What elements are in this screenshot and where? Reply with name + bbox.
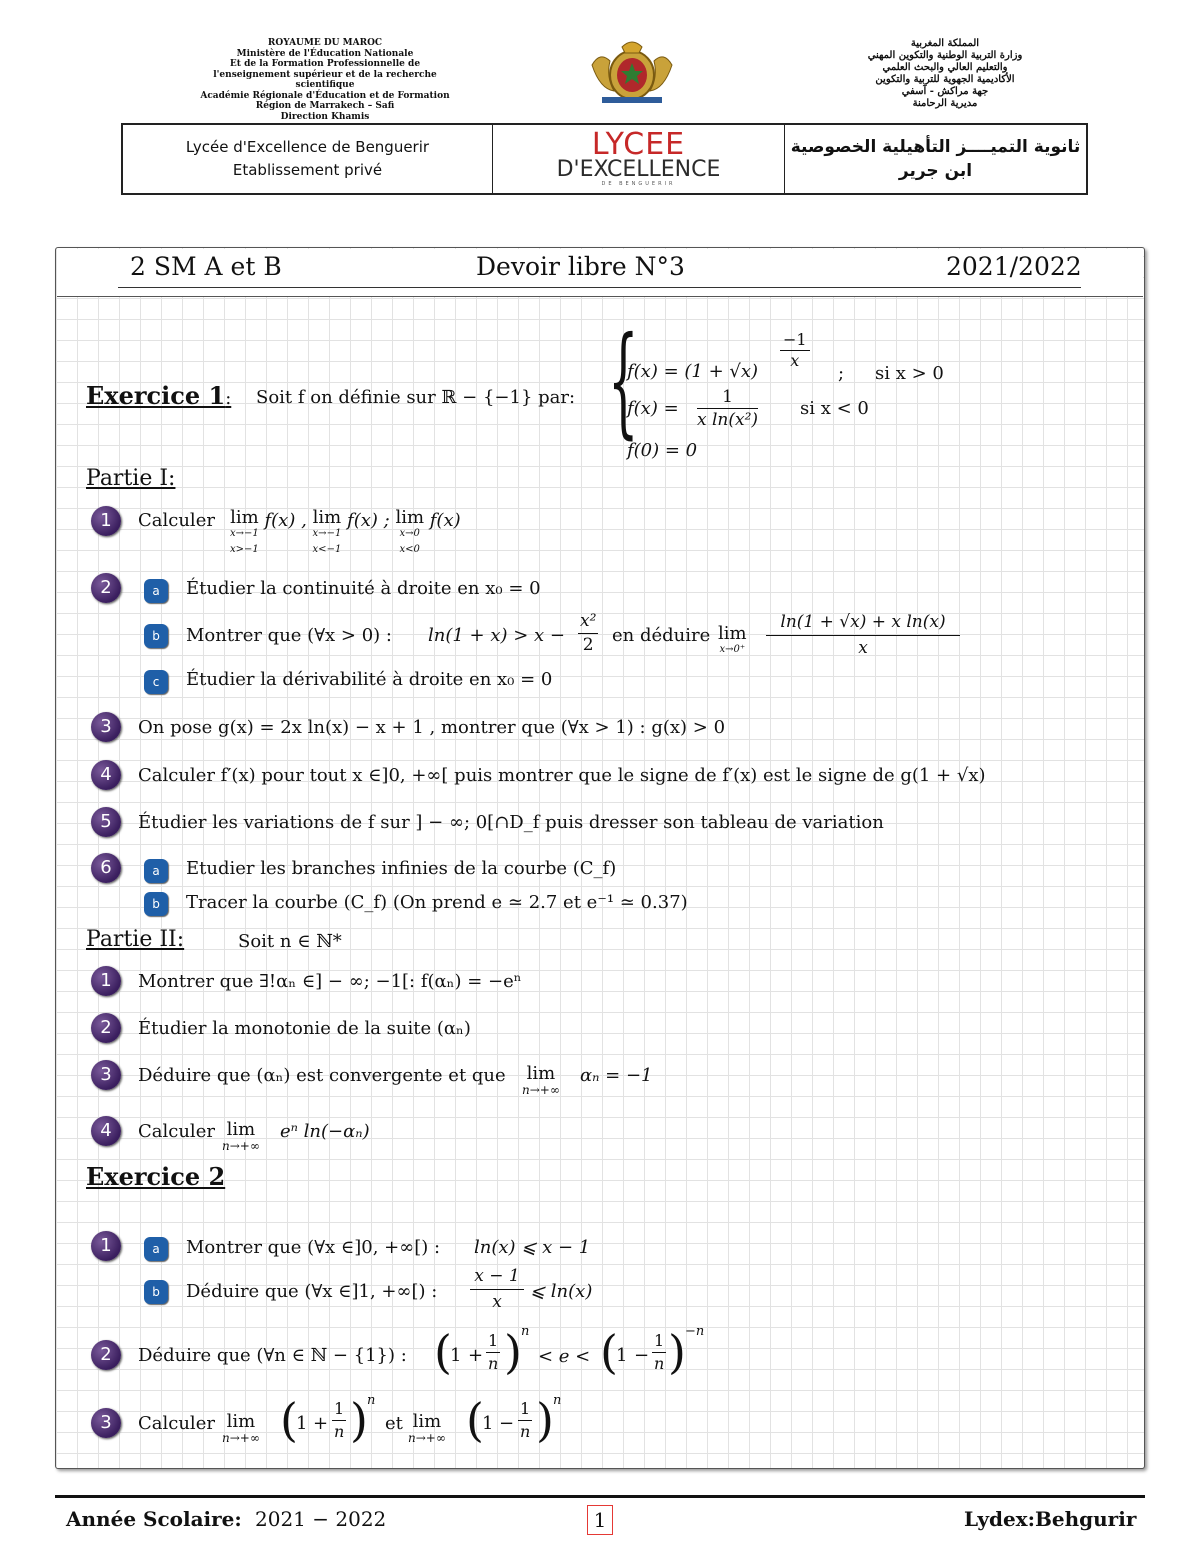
question-number-3: 3	[91, 712, 121, 742]
q1-limits	[230, 507, 461, 558]
limit-sub: n→+∞	[222, 1139, 260, 1153]
limit-sub: n→+∞	[408, 1431, 446, 1445]
title-underline	[118, 287, 1081, 288]
fraction-numerator: 1	[652, 1330, 666, 1353]
paren: (	[280, 1393, 298, 1447]
limit-expr: f(x)	[429, 510, 461, 531]
subquestion-a-badge: a	[144, 1237, 168, 1261]
part-2-intro: Soit n ∈ ℕ*	[238, 931, 342, 952]
paren: )	[350, 1393, 368, 1447]
ministry-ar-line: المملكة المغربية	[910, 38, 980, 49]
ex2-q1b-fraction	[470, 1264, 524, 1315]
school-year: 2021/2022	[946, 252, 1082, 281]
school-ar-line1: ثانوية التميــــز التأهيلية الخصوصية	[790, 137, 1081, 157]
limit-block	[408, 1413, 446, 1446]
ministry-fr-line: Direction Khamis	[280, 111, 370, 122]
expr-plus: +	[313, 1413, 329, 1434]
limit-expr: f(x) ,	[264, 510, 307, 531]
expr-one: 1	[482, 1413, 494, 1434]
q5-text: Étudier les variations de f sur ] − ∞; 0[∩D_f puis dresser son tableau de variation	[138, 812, 884, 833]
p2q4-text: Calculer	[138, 1121, 215, 1142]
definition-separator: ;	[838, 363, 845, 384]
exercise-2-heading: Exercice 2	[86, 1162, 226, 1191]
fraction-denominator: n	[653, 1354, 665, 1373]
paren: )	[536, 1393, 554, 1447]
exponent-numerator: −1	[780, 330, 810, 351]
paren: )	[668, 1325, 686, 1379]
limit-word: lim	[412, 1411, 442, 1432]
definition-fraction	[697, 386, 758, 431]
ministry-ar-line: والتعليم العالي والبحث العلمي	[882, 62, 1008, 73]
definition-line-1: f(x) = (1 + √x)	[627, 361, 759, 382]
q2b-deduce: en déduire	[612, 625, 711, 646]
subquestion-b-badge: b	[144, 624, 168, 648]
school-logo	[493, 125, 785, 193]
expr-minus: −	[499, 1413, 515, 1434]
system-brace: {	[608, 312, 639, 451]
logo-line3: DE BENGUERIR	[601, 181, 676, 187]
definition-exponent	[780, 330, 810, 371]
fraction-numerator: ln(1 + √x) + x ln(x)	[766, 610, 960, 636]
question-number-2: 2	[91, 1013, 121, 1043]
ministry-fr-line: Région de Marrakech – Safi	[255, 101, 395, 111]
q1-label: Calculer	[138, 510, 215, 531]
et-word: et	[385, 1413, 403, 1434]
exponent: n	[553, 1393, 562, 1408]
limit-3: lim x→0 x<0	[395, 510, 424, 558]
question-number-4: 4	[91, 760, 121, 790]
ministry-fr-line: Académie Régionale d'Éducation et de Formation	[200, 90, 450, 101]
fraction-denominator: n	[519, 1422, 531, 1441]
class-label: 2 SM A et B	[130, 252, 282, 281]
expr-fraction	[332, 1398, 346, 1443]
footer-years: 2021 − 2022	[255, 1507, 387, 1531]
ministry-ar-line: الأكاديمية الجهوية للتربية والتكوين	[875, 74, 1015, 85]
school-name-arabic	[785, 125, 1086, 193]
question-number-4: 4	[91, 1116, 121, 1146]
fraction-numerator: 1	[486, 1330, 500, 1353]
expr-one: 1	[296, 1413, 308, 1434]
q3-text: On pose g(x) = 2x ln(x) − x + 1 , montrer que (∀x > 1) : g(x) > 0	[138, 717, 726, 738]
q2b-inequality: ln(1 + x) > x −	[428, 625, 566, 646]
ministry-arabic-block	[840, 38, 1050, 110]
ex2-q1a-text: Montrer que (∀x ∈]0, +∞[) :	[186, 1237, 441, 1258]
ministry-ar-line: مديرية الرحامنة	[912, 98, 978, 109]
expr-minus: −	[634, 1345, 650, 1366]
fraction-denominator: x	[492, 1292, 502, 1312]
subquestion-b-badge: b	[144, 1280, 168, 1304]
school-fr-line1: Lycée d'Excellence de Benguerir	[185, 138, 430, 156]
question-number-2: 2	[91, 1340, 121, 1370]
exponent: n	[367, 1393, 376, 1408]
ministry-ar-line: وزارة التربية الوطنية والتكوين المهني	[867, 50, 1023, 61]
limit-sub: n→+∞	[522, 1083, 560, 1097]
subquestion-a-badge: a	[144, 579, 168, 603]
p2q4-limit	[222, 1121, 260, 1154]
logo-line2: D'EXCELLENCE	[556, 157, 721, 182]
limit-sub: x>−1	[230, 544, 259, 555]
school-ar-line2: ابن جرير	[898, 161, 973, 181]
expr-fraction	[518, 1398, 532, 1443]
ministry-fr-line: Ministère de l'Éducation Nationale	[236, 48, 414, 59]
limit-sub: x→−1	[230, 528, 259, 539]
q2a-text: Étudier la continuité à droite en x₀ = 0	[186, 578, 541, 599]
limit-sub: x<−1	[312, 544, 342, 555]
p2q3-limit	[522, 1065, 560, 1098]
expr-one: 1	[450, 1345, 462, 1366]
expr-fraction	[486, 1330, 500, 1375]
part-1-heading: Partie I:	[86, 466, 176, 491]
q2b-limit-fraction	[766, 610, 960, 661]
exercise-1-title: Exercice 1	[86, 381, 226, 410]
exponent: −n	[685, 1324, 705, 1339]
question-number-6: 6	[91, 853, 121, 883]
exercise-1-intro: Soit f on définie sur ℝ − {−1} par:	[256, 387, 576, 408]
definition-condition-1: si x > 0	[875, 363, 944, 384]
q6a-text: Etudier les branches infinies de la courbe (C_f)	[186, 858, 617, 879]
fraction-denominator: x ln(x²)	[697, 410, 759, 430]
fraction-denominator: n	[487, 1354, 499, 1373]
fraction-numerator: 1	[518, 1398, 532, 1421]
fraction-numerator: x²	[578, 610, 598, 634]
fraction-numerator: x − 1	[470, 1264, 524, 1290]
limit-expr: f(x) ;	[347, 510, 390, 531]
limit-sub: x<0	[399, 544, 420, 555]
ex2-q2-middle: < e <	[538, 1346, 591, 1367]
ex2-q1b-end: ⩽ ln(x)	[530, 1281, 593, 1302]
expr-plus: +	[468, 1345, 484, 1366]
fraction-denominator: 2	[582, 635, 594, 655]
expr-one: 1	[616, 1345, 628, 1366]
paren: (	[600, 1325, 618, 1379]
question-number-5: 5	[91, 807, 121, 837]
ministry-french-block	[190, 38, 460, 122]
p2q3-end: αₙ = −1	[580, 1065, 653, 1086]
definition-condition-2: si x < 0	[800, 398, 869, 419]
question-number-2: 2	[91, 573, 121, 603]
limit-sub: n→+∞	[222, 1431, 260, 1445]
p2q3-text: Déduire que (αₙ) est convergente et que	[138, 1065, 506, 1086]
footer-right: Lydex:Behgurir	[964, 1507, 1137, 1531]
exercise-1-heading: Exercice 1:	[86, 381, 232, 410]
page-number: 1	[587, 1505, 613, 1535]
definition-line-2: f(x) =	[627, 398, 679, 419]
fraction-numerator: 1	[697, 386, 758, 409]
ex2-q3-text: Calculer	[138, 1413, 215, 1434]
exponent-denominator: x	[790, 351, 800, 370]
footer-rule	[55, 1495, 1145, 1498]
q2b-text: Montrer que (∀x > 0) :	[186, 625, 392, 646]
limit-1: lim x→−1 x>−1	[230, 510, 259, 558]
p2q4-end: eⁿ ln(−αₙ)	[280, 1121, 370, 1142]
limit-word: lim	[226, 1411, 256, 1432]
definition-line-3: f(0) = 0	[627, 440, 698, 461]
ex2-q2-text: Déduire que (∀n ∈ ℕ − {1}) :	[138, 1345, 407, 1366]
exponent: n	[521, 1324, 530, 1339]
limit-sub: x→0	[399, 528, 420, 539]
ex2-q1b-text: Déduire que (∀x ∈]1, +∞[) :	[186, 1281, 438, 1302]
school-header-box	[121, 123, 1088, 195]
expr-fraction	[652, 1330, 666, 1375]
limit-sub: x→0⁺	[719, 644, 746, 655]
limit-word: lim	[226, 1119, 256, 1140]
limit-2: lim x→−1 x<−1	[313, 510, 342, 558]
subquestion-c-badge: c	[144, 670, 168, 694]
limit-word: lim	[718, 623, 747, 644]
logo-line1: LYCEE	[591, 127, 686, 162]
q6b-text: Tracer la courbe (C_f) (On prend e ≃ 2.7 et e⁻¹ ≃ 0.37)	[186, 892, 688, 913]
ex2-q1a-inequality: ln(x) ⩽ x − 1	[474, 1237, 591, 1258]
question-number-1: 1	[91, 506, 121, 536]
paren: )	[504, 1325, 522, 1379]
exam-title: Devoir libre N°3	[476, 252, 685, 281]
q2b-fraction	[578, 610, 598, 657]
question-number-3: 3	[91, 1060, 121, 1090]
question-number-3: 3	[91, 1408, 121, 1438]
subquestion-b-badge: b	[144, 892, 168, 916]
footer-label: Année Scolaire:	[66, 1507, 242, 1531]
q4-text: Calculer f′(x) pour tout x ∈]0, +∞[ puis montrer que le signe de f′(x) est le signe de g(1 + √x)	[138, 765, 986, 786]
limit-word: lim	[526, 1063, 556, 1084]
ministry-fr-line: Et de la Formation Professionnelle de	[229, 59, 421, 69]
ministry-ar-line: جهة مراكش - آسفي	[901, 86, 989, 97]
coat-of-arms-icon	[582, 35, 682, 105]
school-name-french	[123, 125, 493, 193]
paren: (	[434, 1325, 452, 1379]
ministry-fr-line: ROYAUME DU MAROC	[267, 38, 383, 48]
question-number-1: 1	[91, 966, 121, 996]
q2c-text: Étudier la dérivabilité à droite en x₀ = 0	[186, 669, 553, 690]
limit-block	[222, 1413, 260, 1446]
question-number-1: 1	[91, 1231, 121, 1261]
fraction-denominator: n	[333, 1422, 345, 1441]
fraction-denominator: x	[858, 638, 868, 658]
paren: (	[466, 1393, 484, 1447]
part-2-heading: Partie II:	[86, 927, 185, 952]
p2q1-text: Montrer que ∃!αₙ ∈] − ∞; −1[: f(αₙ) = −eⁿ	[138, 971, 522, 992]
subquestion-a-badge: a	[144, 859, 168, 883]
ministry-fr-line: l'enseignement supérieur et de la recherche scientifique	[213, 69, 437, 90]
school-fr-line2: Etablissement privé	[232, 161, 383, 179]
fraction-numerator: 1	[332, 1398, 346, 1421]
limit-sub: x→−1	[312, 528, 342, 539]
q2b-limit	[718, 625, 747, 657]
p2q2-text: Étudier la monotonie de la suite (αₙ)	[138, 1018, 471, 1039]
